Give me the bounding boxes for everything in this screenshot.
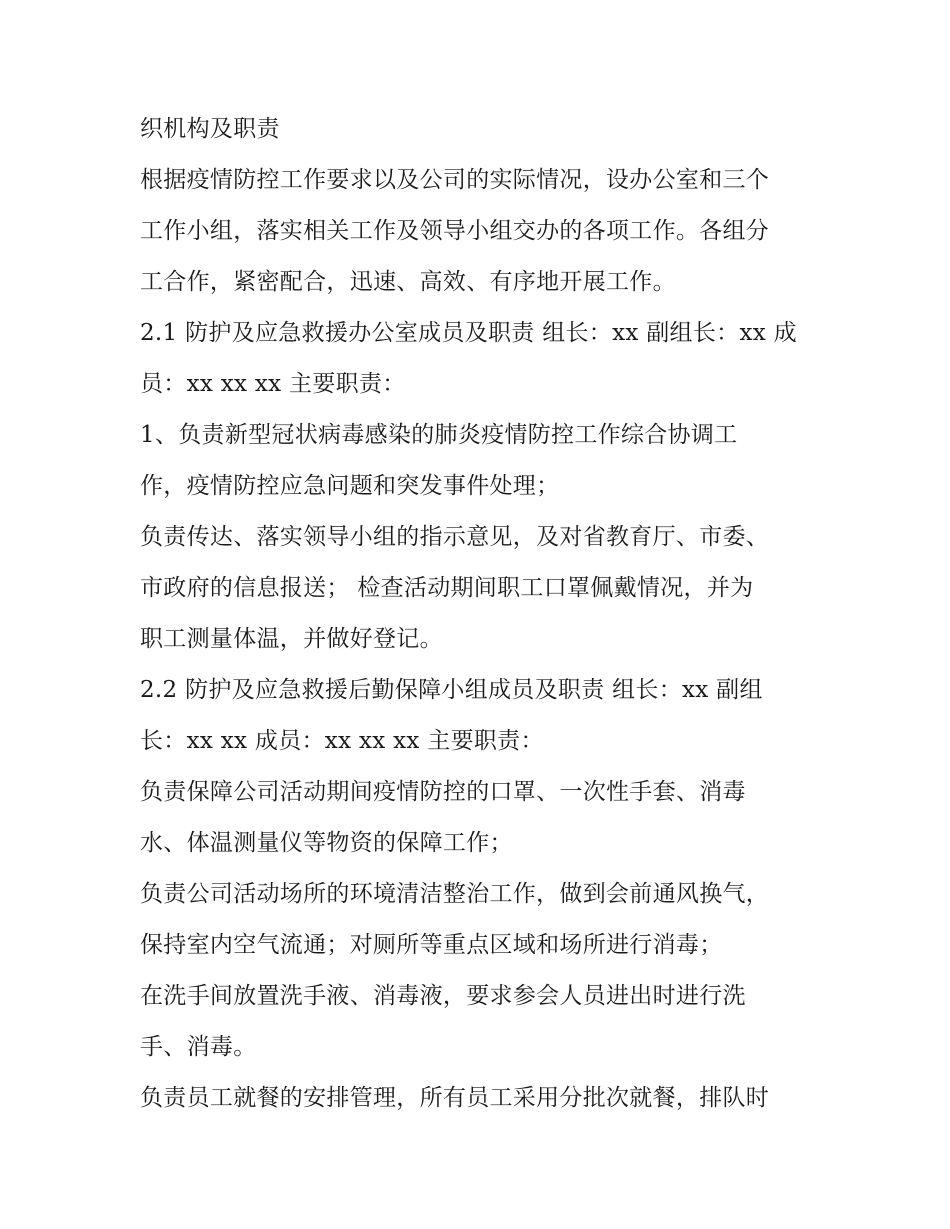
- paragraph-line: 员：xx xx xx 主要职责：: [140, 371, 406, 397]
- paragraph-line: 长：xx xx 成员：xx xx xx 主要职责：: [140, 728, 544, 754]
- paragraph-line: 根据疫情防控工作要求以及公司的实际情况，设办公室和三个: [140, 167, 770, 193]
- paragraph-line: 手、消毒。: [140, 1034, 257, 1060]
- paragraph-line: 负责公司活动场所的环境清洁整治工作，做到会前通风换气，: [140, 881, 770, 907]
- paragraph-line: 保持室内空气流通；对厕所等重点区域和场所进行消毒；: [140, 932, 723, 958]
- section-heading: 织机构及职责: [140, 116, 280, 142]
- paragraph-line: 工作小组，落实相关工作及领导小组交办的各项工作。各组分: [140, 218, 770, 244]
- paragraph-line: 负责保障公司活动期间疫情防控的口罩、一次性手套、消毒: [140, 779, 746, 805]
- paragraph-line: 在洗手间放置洗手液、消毒液，要求参会人员进出时进行洗: [140, 983, 746, 1009]
- paragraph-line: 水、体温测量仪等物资的保障工作；: [140, 830, 513, 856]
- paragraph-line: 市政府的信息报送； 检查活动期间职工口罩佩戴情况，并为: [140, 575, 754, 601]
- paragraph-line: 1、负责新型冠状病毒感染的肺炎疫情防控工作综合协调工: [140, 422, 738, 448]
- paragraph-line: 负责传达、落实领导小组的指示意见，及对省教育厅、市委、: [140, 524, 770, 550]
- subsection-line: 2.1 防护及应急救援办公室成员及职责 组长：xx 副组长：xx 成: [140, 320, 797, 346]
- subsection-line: 2.2 防护及应急救援后勤保障小组成员及职责 组长：xx 副组: [140, 677, 763, 703]
- paragraph-line: 作，疫情防控应急问题和突发事件处理；: [140, 473, 560, 499]
- paragraph-line: 负责员工就餐的安排管理，所有员工采用分批次就餐，排队时: [140, 1085, 770, 1111]
- paragraph-line: 工合作，紧密配合，迅速、高效、有序地开展工作。: [140, 269, 676, 295]
- paragraph-line: 职工测量体温，并做好登记。: [140, 626, 443, 652]
